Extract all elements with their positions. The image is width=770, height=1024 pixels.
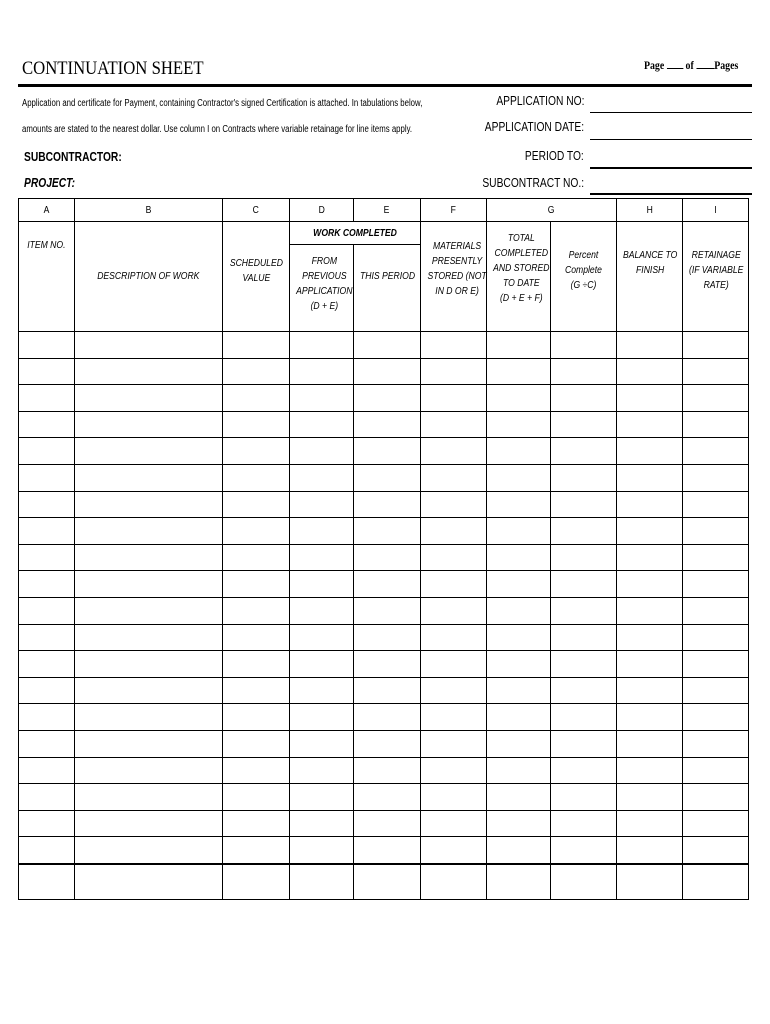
table-cell[interactable] — [223, 571, 290, 598]
table-cell[interactable] — [19, 491, 75, 518]
table-cell[interactable] — [421, 491, 487, 518]
table-cell[interactable] — [617, 385, 683, 412]
table-cell[interactable] — [19, 332, 75, 359]
table-cell[interactable] — [75, 864, 223, 900]
table-cell[interactable] — [683, 704, 749, 731]
table-cell[interactable] — [75, 571, 223, 598]
table-cell[interactable] — [551, 651, 617, 678]
table-cell[interactable] — [487, 491, 551, 518]
table-cell[interactable] — [617, 864, 683, 900]
table-cell[interactable] — [421, 784, 487, 811]
materials-header: MATERIALS PRESENTLY STORED (NOT IN D OR E) — [421, 222, 487, 332]
col-letter-f: F — [421, 199, 487, 222]
table-cell[interactable] — [19, 358, 75, 385]
table-cell[interactable] — [19, 704, 75, 731]
table-row — [19, 651, 749, 678]
table-cell[interactable] — [421, 385, 487, 412]
table-cell[interactable] — [290, 624, 354, 651]
table-cell[interactable] — [487, 810, 551, 837]
period-to-field[interactable] — [590, 167, 752, 169]
col-letter-a: A — [19, 199, 75, 222]
table-cell[interactable] — [354, 358, 421, 385]
table-cell[interactable] — [683, 518, 749, 545]
table-cell[interactable] — [487, 332, 551, 359]
table-cell[interactable] — [683, 864, 749, 900]
percent-complete-header: Percent Complete (G ÷C) — [551, 222, 617, 332]
table-cell[interactable] — [223, 677, 290, 704]
table-cell[interactable] — [487, 704, 551, 731]
table-cell[interactable] — [290, 704, 354, 731]
table-cell[interactable] — [683, 438, 749, 465]
info-line-2: amounts are stated to the nearest dollar. Use column I on Contracts where variable retainage for line items apply. — [22, 124, 413, 135]
table-cell[interactable] — [487, 651, 551, 678]
table-cell[interactable] — [683, 385, 749, 412]
table-row — [19, 544, 749, 571]
table-row — [19, 837, 749, 864]
table-cell[interactable] — [75, 837, 223, 864]
table-cell[interactable] — [683, 332, 749, 359]
table-cell[interactable] — [223, 597, 290, 624]
table-cell[interactable] — [421, 864, 487, 900]
table-cell[interactable] — [421, 332, 487, 359]
table-cell[interactable] — [551, 624, 617, 651]
table-cell[interactable] — [617, 332, 683, 359]
col-letter-b: B — [75, 199, 223, 222]
table-cell[interactable] — [421, 837, 487, 864]
table-cell[interactable] — [617, 571, 683, 598]
table-cell[interactable] — [290, 837, 354, 864]
table-cell[interactable] — [223, 730, 290, 757]
table-cell[interactable] — [617, 704, 683, 731]
table-cell[interactable] — [617, 597, 683, 624]
table-cell[interactable] — [75, 332, 223, 359]
table-cell[interactable] — [421, 464, 487, 491]
table-row — [19, 491, 749, 518]
table-cell[interactable] — [75, 810, 223, 837]
table-cell[interactable] — [290, 544, 354, 571]
table-cell[interactable] — [551, 757, 617, 784]
application-date-label: APPLICATION DATE: — [484, 120, 584, 134]
table-cell[interactable] — [421, 730, 487, 757]
table-cell[interactable] — [354, 332, 421, 359]
table-cell[interactable] — [290, 677, 354, 704]
table-cell[interactable] — [354, 864, 421, 900]
table-cell[interactable] — [683, 757, 749, 784]
table-row — [19, 385, 749, 412]
table-cell[interactable] — [487, 571, 551, 598]
table-cell[interactable] — [487, 438, 551, 465]
table-cell[interactable] — [19, 730, 75, 757]
table-row — [19, 597, 749, 624]
description-header: DESCRIPTION OF WORK — [75, 222, 223, 332]
page-label: Page — [644, 58, 665, 72]
table-cell[interactable] — [487, 624, 551, 651]
table-cell[interactable] — [290, 571, 354, 598]
page-count-label — [644, 58, 738, 73]
table-cell[interactable] — [617, 358, 683, 385]
table-cell[interactable] — [75, 757, 223, 784]
table-cell[interactable] — [421, 544, 487, 571]
table-cell[interactable] — [617, 438, 683, 465]
table-cell[interactable] — [75, 358, 223, 385]
table-cell[interactable] — [551, 704, 617, 731]
table-cell[interactable] — [75, 491, 223, 518]
table-cell[interactable] — [354, 704, 421, 731]
table-cell[interactable] — [75, 438, 223, 465]
table-row — [19, 332, 749, 359]
table-cell[interactable] — [223, 624, 290, 651]
table-cell[interactable] — [617, 411, 683, 438]
table-cell[interactable] — [617, 677, 683, 704]
table-cell[interactable] — [290, 518, 354, 545]
table-cell[interactable] — [223, 864, 290, 900]
table-cell[interactable] — [487, 464, 551, 491]
table-row — [19, 864, 749, 900]
from-previous-header: FROM PREVIOUS APPLICATION (D + E) — [290, 245, 354, 332]
table-cell[interactable] — [421, 704, 487, 731]
table-cell[interactable] — [75, 624, 223, 651]
application-no-field[interactable] — [590, 112, 752, 113]
table-cell[interactable] — [421, 624, 487, 651]
table-cell[interactable] — [354, 810, 421, 837]
table-cell[interactable] — [223, 491, 290, 518]
table-cell[interactable] — [421, 518, 487, 545]
table-cell[interactable] — [290, 730, 354, 757]
table-cell[interactable] — [354, 784, 421, 811]
table-cell[interactable] — [223, 757, 290, 784]
table-cell[interactable] — [354, 624, 421, 651]
table-cell[interactable] — [19, 597, 75, 624]
table-cell[interactable] — [683, 810, 749, 837]
table-cell[interactable] — [421, 810, 487, 837]
table-cell[interactable] — [617, 730, 683, 757]
info-line-1: Application and certificate for Payment, containing Contractor's signed Certification is attached. In tabulations below, — [22, 98, 423, 109]
table-cell[interactable] — [551, 597, 617, 624]
table-cell[interactable] — [75, 651, 223, 678]
table-cell[interactable] — [354, 438, 421, 465]
balance-to-finish-header: BALANCE TO FINISH — [617, 222, 683, 332]
table-row — [19, 358, 749, 385]
table-cell[interactable] — [683, 837, 749, 864]
table-row — [19, 411, 749, 438]
table-cell[interactable] — [617, 837, 683, 864]
table-cell[interactable] — [551, 358, 617, 385]
table-cell[interactable] — [223, 837, 290, 864]
table-cell[interactable] — [683, 677, 749, 704]
table-cell[interactable] — [683, 464, 749, 491]
table-cell[interactable] — [354, 385, 421, 412]
table-cell[interactable] — [75, 704, 223, 731]
table-cell[interactable] — [290, 757, 354, 784]
table-cell[interactable] — [617, 651, 683, 678]
project-label: PROJECT: — [24, 176, 76, 190]
table-row — [19, 704, 749, 731]
table-cell[interactable] — [551, 784, 617, 811]
table-cell[interactable] — [487, 518, 551, 545]
page-title: CONTINUATION SHEET — [22, 58, 204, 79]
column-letter-row — [19, 199, 749, 222]
table-cell[interactable] — [354, 544, 421, 571]
scheduled-value-header: SCHEDULED VALUE — [223, 222, 290, 332]
table-cell[interactable] — [551, 677, 617, 704]
table-cell[interactable] — [683, 544, 749, 571]
retainage-header: RETAINAGE (IF VARIABLE RATE) — [683, 222, 749, 332]
table-cell[interactable] — [223, 810, 290, 837]
table-cell[interactable] — [75, 411, 223, 438]
total-pages-blank[interactable] — [696, 68, 714, 69]
subcontractor-label: SUBCONTRACTOR: — [24, 150, 122, 164]
table-cell[interactable] — [551, 438, 617, 465]
table-row — [19, 438, 749, 465]
work-completed-header: WORK COMPLETED — [290, 222, 421, 245]
col-letter-g: G — [487, 199, 617, 222]
table-cell[interactable] — [617, 518, 683, 545]
table-cell[interactable] — [354, 757, 421, 784]
table-cell[interactable] — [683, 571, 749, 598]
of-label: of — [685, 58, 694, 72]
table-cell[interactable] — [354, 464, 421, 491]
table-body — [19, 332, 749, 900]
table-cell[interactable] — [421, 411, 487, 438]
table-cell[interactable] — [19, 385, 75, 412]
period-to-label: PERIOD TO: — [525, 149, 584, 163]
table-cell[interactable] — [290, 358, 354, 385]
table-cell[interactable] — [290, 385, 354, 412]
table-cell[interactable] — [487, 864, 551, 900]
table-cell[interactable] — [290, 864, 354, 900]
table-cell[interactable] — [354, 411, 421, 438]
table-cell[interactable] — [75, 518, 223, 545]
table-cell[interactable] — [290, 784, 354, 811]
table-cell[interactable] — [290, 491, 354, 518]
table-cell[interactable] — [617, 810, 683, 837]
table-cell[interactable] — [19, 784, 75, 811]
continuation-table — [18, 198, 749, 900]
table-cell[interactable] — [354, 571, 421, 598]
table-cell[interactable] — [75, 597, 223, 624]
table-cell[interactable] — [421, 571, 487, 598]
page-number-blank[interactable] — [667, 68, 683, 69]
table-cell[interactable] — [487, 597, 551, 624]
table-cell[interactable] — [223, 411, 290, 438]
table-cell[interactable] — [551, 411, 617, 438]
table-cell[interactable] — [487, 385, 551, 412]
application-no-label: APPLICATION NO: — [495, 94, 584, 108]
subcontract-no-label: SUBCONTRACT NO.: — [482, 176, 584, 190]
table-cell[interactable] — [19, 810, 75, 837]
total-completed-header: TOTAL COMPLETED AND STORED TO DATE (D + E + F) — [487, 222, 551, 332]
table-cell[interactable] — [683, 597, 749, 624]
table-cell[interactable] — [551, 491, 617, 518]
table-cell[interactable] — [19, 677, 75, 704]
table-cell[interactable] — [487, 784, 551, 811]
table-cell[interactable] — [223, 464, 290, 491]
table-cell[interactable] — [290, 810, 354, 837]
table-cell[interactable] — [19, 464, 75, 491]
table-row — [19, 624, 749, 651]
col-letter-h: H — [617, 199, 683, 222]
table-cell[interactable] — [487, 358, 551, 385]
table-row — [19, 464, 749, 491]
table-cell[interactable] — [19, 438, 75, 465]
table-cell[interactable] — [683, 784, 749, 811]
table-cell[interactable] — [354, 837, 421, 864]
table-cell[interactable] — [19, 651, 75, 678]
table-cell[interactable] — [354, 491, 421, 518]
table-cell[interactable] — [19, 757, 75, 784]
table-row — [19, 730, 749, 757]
table-row — [19, 571, 749, 598]
table-cell[interactable] — [551, 518, 617, 545]
col-letter-d: D — [290, 199, 354, 222]
table-cell[interactable] — [683, 651, 749, 678]
table-cell[interactable] — [354, 730, 421, 757]
table-cell[interactable] — [19, 624, 75, 651]
table-cell[interactable] — [421, 358, 487, 385]
table-cell[interactable] — [75, 544, 223, 571]
table-cell[interactable] — [290, 332, 354, 359]
table-cell[interactable] — [421, 677, 487, 704]
table-cell[interactable] — [19, 518, 75, 545]
table-cell[interactable] — [617, 624, 683, 651]
table-cell[interactable] — [354, 518, 421, 545]
table-cell[interactable] — [223, 358, 290, 385]
table-cell[interactable] — [223, 385, 290, 412]
table-cell[interactable] — [487, 757, 551, 784]
table-cell[interactable] — [19, 411, 75, 438]
table-cell[interactable] — [75, 464, 223, 491]
table-cell[interactable] — [617, 464, 683, 491]
table-cell[interactable] — [551, 332, 617, 359]
table-cell[interactable] — [617, 784, 683, 811]
table-cell[interactable] — [487, 730, 551, 757]
table-cell[interactable] — [683, 624, 749, 651]
table-cell[interactable] — [617, 544, 683, 571]
application-date-field[interactable] — [590, 139, 752, 140]
table-cell[interactable] — [290, 438, 354, 465]
table-cell[interactable] — [19, 837, 75, 864]
col-letter-c: C — [223, 199, 290, 222]
table-cell[interactable] — [683, 730, 749, 757]
table-cell[interactable] — [421, 757, 487, 784]
item-no-header: ITEM NO. — [19, 222, 75, 332]
table-cell[interactable] — [75, 730, 223, 757]
subcontract-no-field[interactable] — [590, 193, 752, 195]
table-cell[interactable] — [683, 358, 749, 385]
table-cell[interactable] — [19, 544, 75, 571]
title-rule — [18, 84, 752, 87]
table-row — [19, 784, 749, 811]
table-cell[interactable] — [290, 597, 354, 624]
col-letter-e: E — [354, 199, 421, 222]
table-cell[interactable] — [683, 411, 749, 438]
table-cell[interactable] — [354, 677, 421, 704]
table-cell[interactable] — [223, 438, 290, 465]
table-row — [19, 677, 749, 704]
table-cell[interactable] — [551, 464, 617, 491]
table-cell[interactable] — [223, 784, 290, 811]
header-row-top — [19, 222, 749, 245]
table-cell[interactable] — [290, 651, 354, 678]
table-cell[interactable] — [223, 544, 290, 571]
table-cell[interactable] — [75, 784, 223, 811]
this-period-header: THIS PERIOD — [354, 245, 421, 332]
table-row — [19, 810, 749, 837]
table-cell[interactable] — [551, 864, 617, 900]
table-cell[interactable] — [223, 518, 290, 545]
table-cell[interactable] — [487, 677, 551, 704]
table-cell[interactable] — [617, 757, 683, 784]
table-cell[interactable] — [487, 544, 551, 571]
table-cell[interactable] — [551, 810, 617, 837]
table-cell[interactable] — [223, 704, 290, 731]
pages-label: Pages — [714, 58, 739, 72]
table-cell[interactable] — [551, 385, 617, 412]
table-cell[interactable] — [421, 651, 487, 678]
table-cell[interactable] — [223, 332, 290, 359]
table-cell[interactable] — [75, 385, 223, 412]
table-cell[interactable] — [551, 837, 617, 864]
table-cell[interactable] — [421, 597, 487, 624]
table-cell[interactable] — [487, 411, 551, 438]
table-cell[interactable] — [617, 491, 683, 518]
col-letter-i: I — [683, 199, 749, 222]
table-cell[interactable] — [290, 464, 354, 491]
table-cell[interactable] — [487, 837, 551, 864]
table-cell[interactable] — [683, 491, 749, 518]
table-cell[interactable] — [75, 677, 223, 704]
table-cell[interactable] — [290, 411, 354, 438]
table-cell[interactable] — [551, 730, 617, 757]
table-cell[interactable] — [421, 438, 487, 465]
table-row — [19, 518, 749, 545]
table-cell[interactable] — [354, 597, 421, 624]
table-cell[interactable] — [354, 651, 421, 678]
table-cell[interactable] — [551, 571, 617, 598]
table-cell[interactable] — [551, 544, 617, 571]
table-row — [19, 757, 749, 784]
table-cell[interactable] — [19, 864, 75, 900]
table-cell[interactable] — [223, 651, 290, 678]
table-cell[interactable] — [19, 571, 75, 598]
